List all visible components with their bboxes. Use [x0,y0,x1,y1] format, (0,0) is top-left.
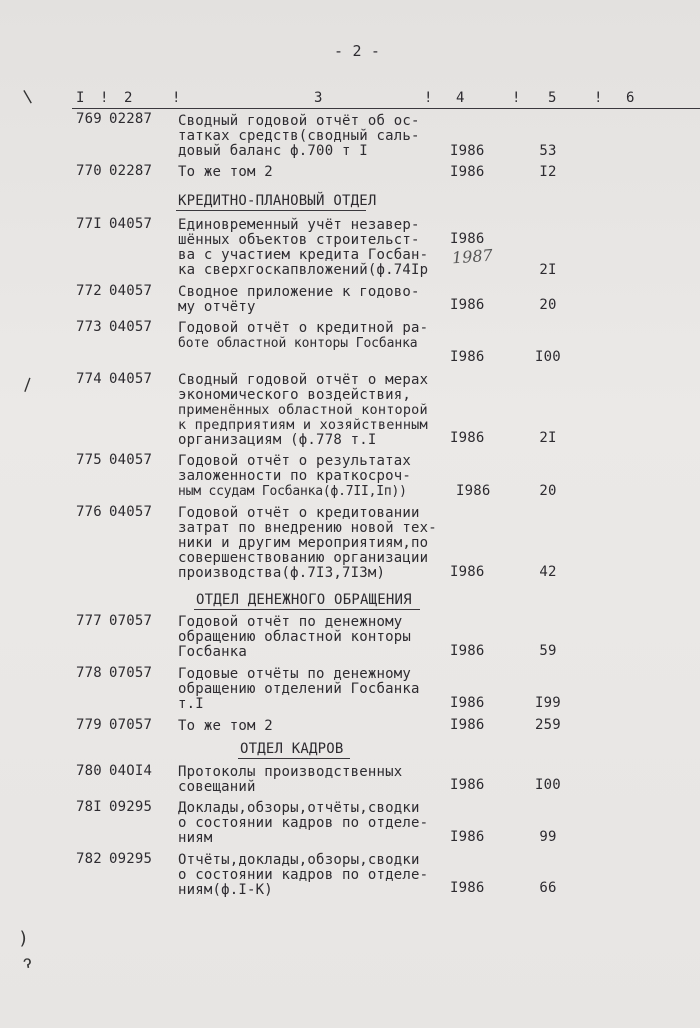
section-title-personnel: ОТДЕЛ КАДРОВ [240,741,344,757]
entry-sheets: I00 [535,349,561,365]
entry-year: I986 [450,297,485,313]
entry-year: I986 [450,643,485,659]
entry-title-line: к предприятиям и хозяйственным [178,417,428,433]
entry-number: 769 [76,111,102,127]
entry-title-line: му отчёту [178,299,256,315]
handwritten-year-note: 1987 [451,245,494,268]
header-col-2: 2 [124,90,133,106]
entry-year: I986 [456,483,491,499]
entry-number: 777 [76,613,102,629]
entry-title-line: Единовременный учёт незавер- [178,217,420,233]
header-sep: ! [594,90,603,106]
entry-year: I986 [450,777,485,793]
entry-year: I986 [450,143,485,159]
entry-title-line: совещаний [178,779,256,795]
header-sep: ! [512,90,521,106]
entry-title-line: Годовой отчёт о кредитной ра- [178,320,429,336]
entry-year: I986 [450,430,485,446]
entry-year: I986 [450,564,485,580]
entry-code: 04057 [109,371,153,387]
entry-title-line: применённых областной конторой [178,402,428,418]
header-col-6: 6 [626,90,635,106]
entry-title-line: Годовой отчёт о результатах [178,453,411,469]
entry-title-line: о состоянии кадров по отделе- [178,815,429,831]
entry-title-line: обращению отделений Госбанка [178,681,420,697]
entry-code: 07057 [109,613,153,629]
entry-number: 782 [76,851,102,867]
header-col-5: 5 [548,90,557,106]
entry-title-line: затрат по внедрению новой тех- [178,520,437,536]
entry-title-line: Сводный годовой отчёт о мерах [178,372,429,388]
entry-title-line: Сводный годовой отчёт об ос- [178,113,420,129]
entry-number: 773 [76,319,102,335]
entry-title-line: боте областной конторы Госбанка [178,336,418,351]
entry-title-line: ники и другим мероприятиям,по [178,535,429,551]
entry-year: I986 [450,717,485,733]
header-col-1: I [76,90,85,106]
entry-title-line: Доклады,обзоры,отчёты,сводки [178,800,420,816]
entry-title-line: ниям [178,830,213,846]
entry-sheets: 59 [539,643,557,659]
entry-number: 77I [76,216,102,232]
header-rule [72,108,700,109]
entry-sheets: 66 [539,880,557,896]
entry-sheets: 2I [539,430,557,446]
section-title-credit-planning: КРЕДИТНО-ПЛАНОВЫЙ ОТДЕЛ [178,193,377,209]
entry-sheets: 20 [539,297,557,313]
entry-code: 04057 [109,283,153,299]
entry-number: 779 [76,717,102,733]
entry-title-line: Отчёты,доклады,обзоры,сводки [178,852,420,868]
entry-title-line: Годовой отчёт по денежному [178,614,403,630]
entry-title-line: организациям (ф.778 т.I [178,432,377,448]
entry-title-line: экономического воздействия, [178,387,411,403]
entry-title-line: Госбанка [178,644,248,660]
header-col-4: 4 [456,90,465,106]
section-underline [176,210,366,211]
entry-number: 772 [76,283,102,299]
entry-title-line: т.I [178,696,204,712]
entry-number: 770 [76,163,102,179]
entry-number: 778 [76,665,102,681]
margin-mark-icon: ❘ [17,84,38,109]
entry-sheets: 53 [539,143,557,159]
entry-code: 04OI4 [109,763,153,779]
entry-title-line: ва с участием кредита Госбан- [178,247,429,263]
entry-code: 02287 [109,163,153,179]
entry-code: 09295 [109,799,153,815]
entry-title-line: обращению областной конторы [178,629,411,645]
margin-mark-icon: ❘ [18,372,37,397]
entry-title-line: Годовой отчёт о кредитовании [178,505,420,521]
header-col-3: 3 [314,90,323,106]
entry-title-line: довый баланс ф.700 т I [178,143,368,159]
entry-year: I986 [450,695,485,711]
entry-year: I986 [450,829,485,845]
entry-year: I986 [450,164,485,180]
entry-sheets: 99 [539,829,557,845]
entry-title-line: То же том 2 [178,718,273,734]
header-sep: ! [424,90,433,106]
section-underline [194,609,420,610]
entry-title-line: шённых объектов строительст- [178,232,420,248]
entry-title-line: о состоянии кадров по отделе- [178,867,429,883]
entry-code: 04057 [109,319,153,335]
entry-number: 776 [76,504,102,520]
entry-title-line: Сводное приложение к годово- [178,284,420,300]
entry-number: 774 [76,371,102,387]
entry-sheets: 2I [539,262,557,278]
entry-number: 78I [76,799,102,815]
entry-code: 04057 [109,216,153,232]
entry-year: I986 [450,880,485,896]
entry-sheets: I00 [535,777,561,793]
entry-title-line: татках средств(сводный саль- [178,128,420,144]
entry-code: 09295 [109,851,153,867]
entry-sheets: 259 [535,717,561,733]
entry-year: I986 [450,231,485,247]
section-title-money-circulation: ОТДЕЛ ДЕНЕЖНОГО ОБРАЩЕНИЯ [196,592,412,608]
entry-year: I986 [450,349,485,365]
entry-number: 775 [76,452,102,468]
entry-sheets: 42 [539,564,557,580]
entry-code: 07057 [109,717,153,733]
entry-title-line: Протоколы производственных [178,764,403,780]
entry-title-line: совершенствованию организации [178,550,429,566]
entry-title-line: ка сверхгоскапвложений(ф.74Iр [178,262,429,278]
entry-title-line: Годовые отчёты по денежному [178,666,411,682]
entry-code: 02287 [109,111,153,127]
entry-sheets: 20 [539,483,557,499]
entry-code: 04057 [109,504,153,520]
page-number: - 2 - [334,42,381,60]
section-underline [238,758,350,759]
entry-title-line: производства(ф.7I3,7I3м) [178,565,386,581]
entry-number: 780 [76,763,102,779]
entry-title-line: ным ссудам Госбанка(ф.7II,Iп)) [178,484,407,499]
entry-title-line: То же том 2 [178,164,273,180]
margin-mark-icon: ) [18,928,29,949]
entry-title-line: ниям(ф.I-К) [178,882,273,898]
margin-mark-icon: ɂ [20,951,35,974]
entry-code: 04057 [109,452,153,468]
entry-title-line: заложенности по краткосроч- [178,468,411,484]
header-sep: ! [172,90,181,106]
header-sep: ! [100,90,109,106]
entry-sheets: I99 [535,695,561,711]
entry-sheets: I2 [539,164,557,180]
entry-code: 07057 [109,665,153,681]
